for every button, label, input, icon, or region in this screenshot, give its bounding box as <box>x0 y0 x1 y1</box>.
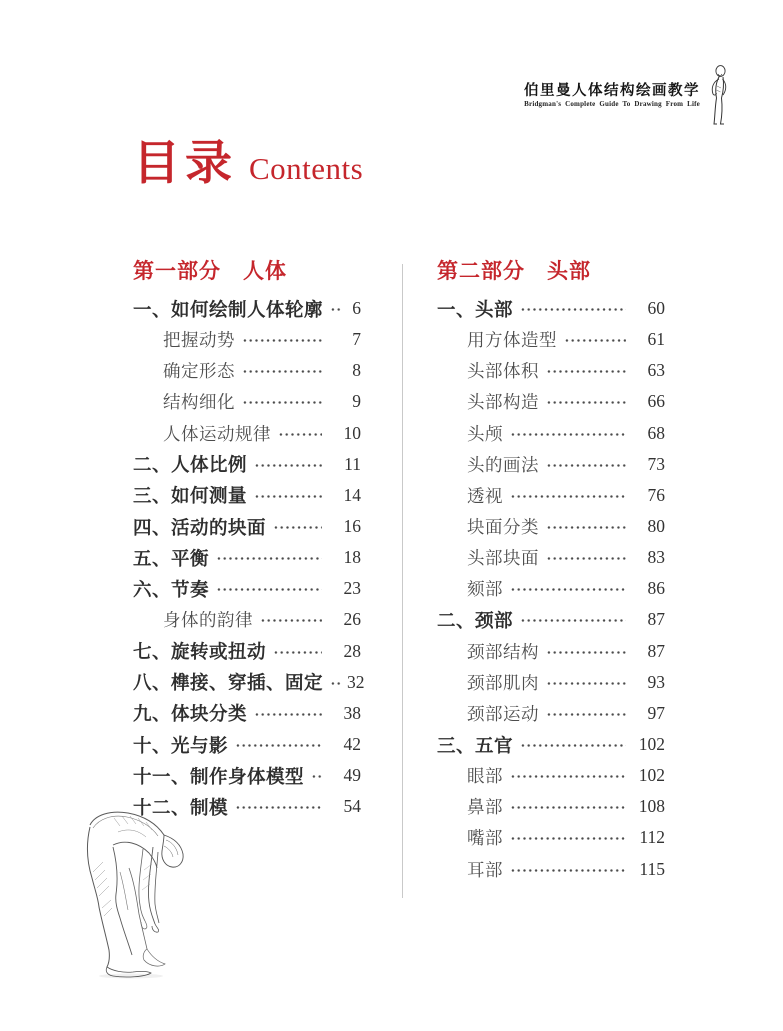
entry-page-number: 6 <box>352 298 361 319</box>
dotted-leader <box>510 837 626 840</box>
dotted-leader <box>330 682 342 685</box>
toc-list-part1 <box>133 293 365 822</box>
dotted-leader <box>235 806 322 809</box>
entry-label: 头的画法 <box>467 454 539 475</box>
dotted-leader <box>254 713 322 716</box>
page-title-chinese: 目录 <box>133 138 237 190</box>
entry-page-number: 23 <box>343 578 361 599</box>
entry-page-number: 66 <box>647 391 665 412</box>
dotted-leader <box>254 464 322 467</box>
dotted-leader <box>216 557 322 560</box>
entry-page-number: 63 <box>647 360 665 381</box>
toc-entry <box>437 324 665 355</box>
toc-entry <box>133 667 365 698</box>
dotted-leader <box>216 588 322 591</box>
entry-page-number: 80 <box>647 516 665 537</box>
dotted-leader <box>510 433 626 436</box>
entry-label: 头部构造 <box>467 392 539 413</box>
dotted-leader <box>273 651 322 654</box>
entry-label: 四、活动的块面 <box>133 518 267 539</box>
entry-label: 头部块面 <box>467 548 539 569</box>
dotted-leader <box>520 308 626 311</box>
toc-entry <box>437 636 665 667</box>
toc-entry <box>133 293 361 324</box>
entry-page-number: 86 <box>647 578 665 599</box>
dotted-leader <box>564 339 626 342</box>
entry-page-number: 26 <box>343 609 361 630</box>
entry-page-number: 18 <box>343 547 361 568</box>
entry-page-number: 9 <box>352 391 361 412</box>
dotted-leader <box>520 619 626 622</box>
dotted-leader <box>242 401 322 404</box>
toc-entry <box>437 573 665 604</box>
entry-page-number: 97 <box>647 702 665 723</box>
dotted-leader <box>278 433 322 436</box>
toc-entry <box>437 355 665 386</box>
entry-page-number: 60 <box>647 298 665 319</box>
toc-entry <box>437 511 665 542</box>
toc-entry <box>437 386 665 417</box>
entry-page-number: 68 <box>647 422 665 443</box>
dotted-leader <box>242 339 322 342</box>
toc-entry <box>133 573 361 604</box>
entry-label: 颈部运动 <box>467 703 539 724</box>
toc-entry <box>437 760 665 791</box>
toc-entry <box>437 667 665 698</box>
toc-entry <box>437 698 665 729</box>
entry-label: 人体运动规律 <box>163 423 271 444</box>
toc-entry <box>133 511 361 542</box>
entry-page-number: 102 <box>638 765 665 786</box>
book-title-chinese: 伯里曼人体结构绘画教学 <box>524 83 700 99</box>
entry-label: 三、如何测量 <box>133 487 248 508</box>
toc-entry <box>437 822 665 853</box>
dotted-leader <box>510 806 626 809</box>
entry-page-number: 76 <box>647 484 665 505</box>
entry-page-number: 54 <box>343 796 361 817</box>
entry-label: 二、人体比例 <box>133 456 248 477</box>
dotted-leader <box>546 651 626 654</box>
dotted-leader <box>546 464 626 467</box>
dotted-leader <box>546 557 626 560</box>
dotted-leader <box>273 526 322 529</box>
dotted-leader <box>546 401 626 404</box>
dotted-leader <box>546 370 626 373</box>
dotted-leader <box>520 744 626 747</box>
entry-label: 眼部 <box>467 766 503 787</box>
toc-entry <box>133 542 361 573</box>
entry-page-number: 87 <box>647 640 665 661</box>
section-part2 <box>437 260 665 885</box>
toc-entry <box>437 854 665 885</box>
entry-page-number: 16 <box>343 516 361 537</box>
entry-page-number: 108 <box>638 796 665 817</box>
entry-page-number: 49 <box>343 765 361 786</box>
toc-entry <box>133 636 361 667</box>
column-divider <box>402 264 403 898</box>
dotted-leader <box>546 682 626 685</box>
entry-label: 十、光与影 <box>133 736 229 757</box>
entry-label: 头部体积 <box>467 361 539 382</box>
entry-page-number: 38 <box>343 702 361 723</box>
dotted-leader <box>546 713 626 716</box>
entry-label: 十一、制作身体模型 <box>133 767 305 788</box>
toc-entry <box>133 355 361 386</box>
entry-label: 透视 <box>467 485 503 506</box>
toc-entry <box>133 480 361 511</box>
book-title-english: Bridgman's Complete Guide To Drawing From Life <box>524 100 700 108</box>
entry-label: 一、头部 <box>437 300 514 321</box>
dotted-leader <box>510 588 626 591</box>
entry-label: 颈部肌肉 <box>467 672 539 693</box>
entry-page-number: 8 <box>352 360 361 381</box>
standing-figure-icon <box>703 64 735 128</box>
entry-page-number: 10 <box>343 422 361 443</box>
entry-page-number: 115 <box>639 858 665 879</box>
entry-page-number: 93 <box>647 671 665 692</box>
entry-label: 确定形态 <box>163 361 235 382</box>
toc-entry <box>133 324 361 355</box>
entry-page-number: 28 <box>343 640 361 661</box>
entry-page-number: 11 <box>344 453 361 474</box>
entry-label: 七、旋转或扭动 <box>133 643 267 664</box>
dotted-leader <box>254 495 322 498</box>
entry-page-number: 32 <box>347 671 365 692</box>
dotted-leader <box>546 526 626 529</box>
toc-entry <box>437 418 665 449</box>
entry-label: 耳部 <box>467 859 503 880</box>
entry-page-number: 42 <box>343 734 361 755</box>
toc-entry <box>437 791 665 822</box>
dotted-leader <box>311 775 323 778</box>
entry-label: 颈部结构 <box>467 641 539 662</box>
toc-entry <box>437 480 665 511</box>
toc-entry <box>133 729 361 760</box>
entry-label: 身体的韵律 <box>163 610 253 631</box>
entry-label: 八、榫接、穿插、固定 <box>133 674 324 695</box>
entry-label: 九、体块分类 <box>133 705 248 726</box>
toc-entry <box>133 449 361 480</box>
toc-entry <box>133 698 361 729</box>
entry-label: 六、节奏 <box>133 580 210 601</box>
entry-label: 用方体造型 <box>467 330 557 351</box>
entry-label: 五、平衡 <box>133 549 210 570</box>
toc-list-part2 <box>437 293 665 885</box>
entry-label: 嘴部 <box>467 828 503 849</box>
section-part1 <box>133 259 365 822</box>
entry-page-number: 87 <box>647 609 665 630</box>
entry-label: 十二、制模 <box>133 798 229 819</box>
dotted-leader <box>242 370 322 373</box>
dotted-leader <box>510 775 626 778</box>
part2-heading: 第二部分 头部 <box>437 259 591 283</box>
entry-label: 二、颈部 <box>437 611 514 632</box>
entry-label: 颏部 <box>467 579 503 600</box>
entry-page-number: 7 <box>352 329 361 350</box>
toc-entry <box>133 418 361 449</box>
toc-entry <box>437 449 665 480</box>
toc-entry <box>133 386 361 417</box>
entry-page-number: 61 <box>647 329 665 350</box>
page-title-block <box>133 138 363 190</box>
dotted-leader <box>330 308 342 311</box>
toc-entry <box>133 760 361 791</box>
entry-page-number: 102 <box>638 734 665 755</box>
toc-entry <box>437 729 665 760</box>
page-title-english: Contents <box>249 151 364 186</box>
dotted-leader <box>235 744 322 747</box>
entry-label: 鼻部 <box>467 797 503 818</box>
entry-page-number: 14 <box>343 484 361 505</box>
dotted-leader <box>510 869 626 872</box>
entry-label: 三、五官 <box>437 736 514 757</box>
toc-entry <box>437 604 665 635</box>
toc-entry <box>437 293 665 324</box>
dotted-leader <box>510 495 626 498</box>
entry-page-number: 83 <box>647 547 665 568</box>
book-header-text <box>524 83 700 109</box>
entry-label: 结构细化 <box>163 392 235 413</box>
book-header <box>524 64 735 128</box>
bent-over-figure-sketch <box>84 810 209 982</box>
entry-label: 块面分类 <box>467 517 539 538</box>
entry-label: 一、如何绘制人体轮廓 <box>133 300 324 321</box>
toc-entry <box>133 604 361 635</box>
entry-page-number: 73 <box>647 453 665 474</box>
entry-label: 把握动势 <box>163 330 235 351</box>
part1-heading: 第一部分 人体 <box>133 259 287 283</box>
entry-label: 头颅 <box>467 423 503 444</box>
entry-page-number: 112 <box>639 827 665 848</box>
dotted-leader <box>260 619 322 622</box>
toc-entry <box>437 542 665 573</box>
